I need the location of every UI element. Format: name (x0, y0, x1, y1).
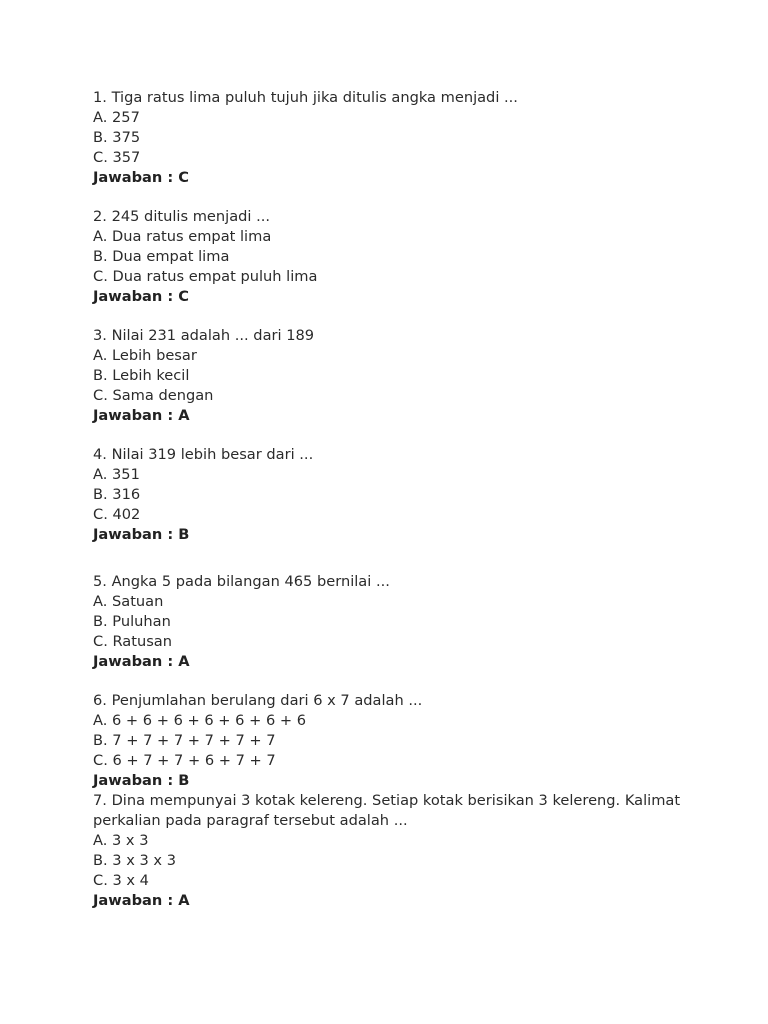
answer-text: Jawaban : A (93, 891, 190, 909)
question-text: 7. Dina mempunyai 3 kotak kelereng. Setiap kotak berisikan 3 kelereng. Kalimat perkalian pada paragraf tersebut adalah ... (93, 792, 681, 829)
question-text: 1. Tiga ratus lima puluh tujuh jika ditulis angka menjadi ... (93, 89, 518, 106)
option-b: B. 375 (93, 128, 141, 146)
option-b: B. 3 x 3 x 3 (93, 851, 176, 869)
question-block (93, 207, 693, 307)
question-text: 6. Penjumlahan berulang dari 6 x 7 adalah ... (93, 692, 423, 709)
question-block (93, 691, 693, 791)
option-c: C. 6 + 7 + 7 + 6 + 7 + 7 (93, 751, 276, 769)
option-b: B. Lebih kecil (93, 366, 190, 384)
option-a: A. 3 x 3 (93, 831, 149, 849)
option-c: C. Dua ratus empat puluh lima (93, 267, 318, 285)
question-text: 3. Nilai 231 adalah ... dari 189 (93, 327, 315, 344)
option-b: B. Dua empat lima (93, 247, 230, 265)
option-a: A. 6 + 6 + 6 + 6 + 6 + 6 + 6 (93, 711, 307, 729)
answer-text: Jawaban : B (93, 771, 190, 789)
option-c: C. Ratusan (93, 632, 172, 650)
question-block (93, 326, 693, 426)
option-a: A. Lebih besar (93, 346, 197, 364)
question-text: 5. Angka 5 pada bilangan 465 bernilai ... (93, 573, 390, 590)
option-b: B. 316 (93, 485, 141, 503)
option-a: A. 351 (93, 465, 140, 483)
option-b: B. Puluhan (93, 612, 171, 630)
answer-text: Jawaban : C (93, 168, 189, 186)
question-block (93, 572, 693, 672)
answer-text: Jawaban : B (93, 525, 190, 543)
question-block (93, 445, 693, 545)
option-a: A. Dua ratus empat lima (93, 227, 272, 245)
option-a: A. Satuan (93, 592, 164, 610)
question-text: 4. Nilai 319 lebih besar dari ... (93, 446, 314, 463)
option-b: B. 7 + 7 + 7 + 7 + 7 + 7 (93, 731, 276, 749)
option-c: C. 357 (93, 148, 141, 166)
answer-text: Jawaban : A (93, 406, 190, 424)
answer-text: Jawaban : C (93, 287, 189, 305)
question-text: 2. 245 ditulis menjadi ... (93, 208, 271, 225)
option-c: C. Sama dengan (93, 386, 214, 404)
question-block (93, 88, 693, 188)
option-c: C. 3 x 4 (93, 871, 149, 889)
option-c: C. 402 (93, 505, 141, 523)
answer-text: Jawaban : A (93, 652, 190, 670)
question-block (93, 791, 693, 910)
option-a: A. 257 (93, 108, 140, 126)
